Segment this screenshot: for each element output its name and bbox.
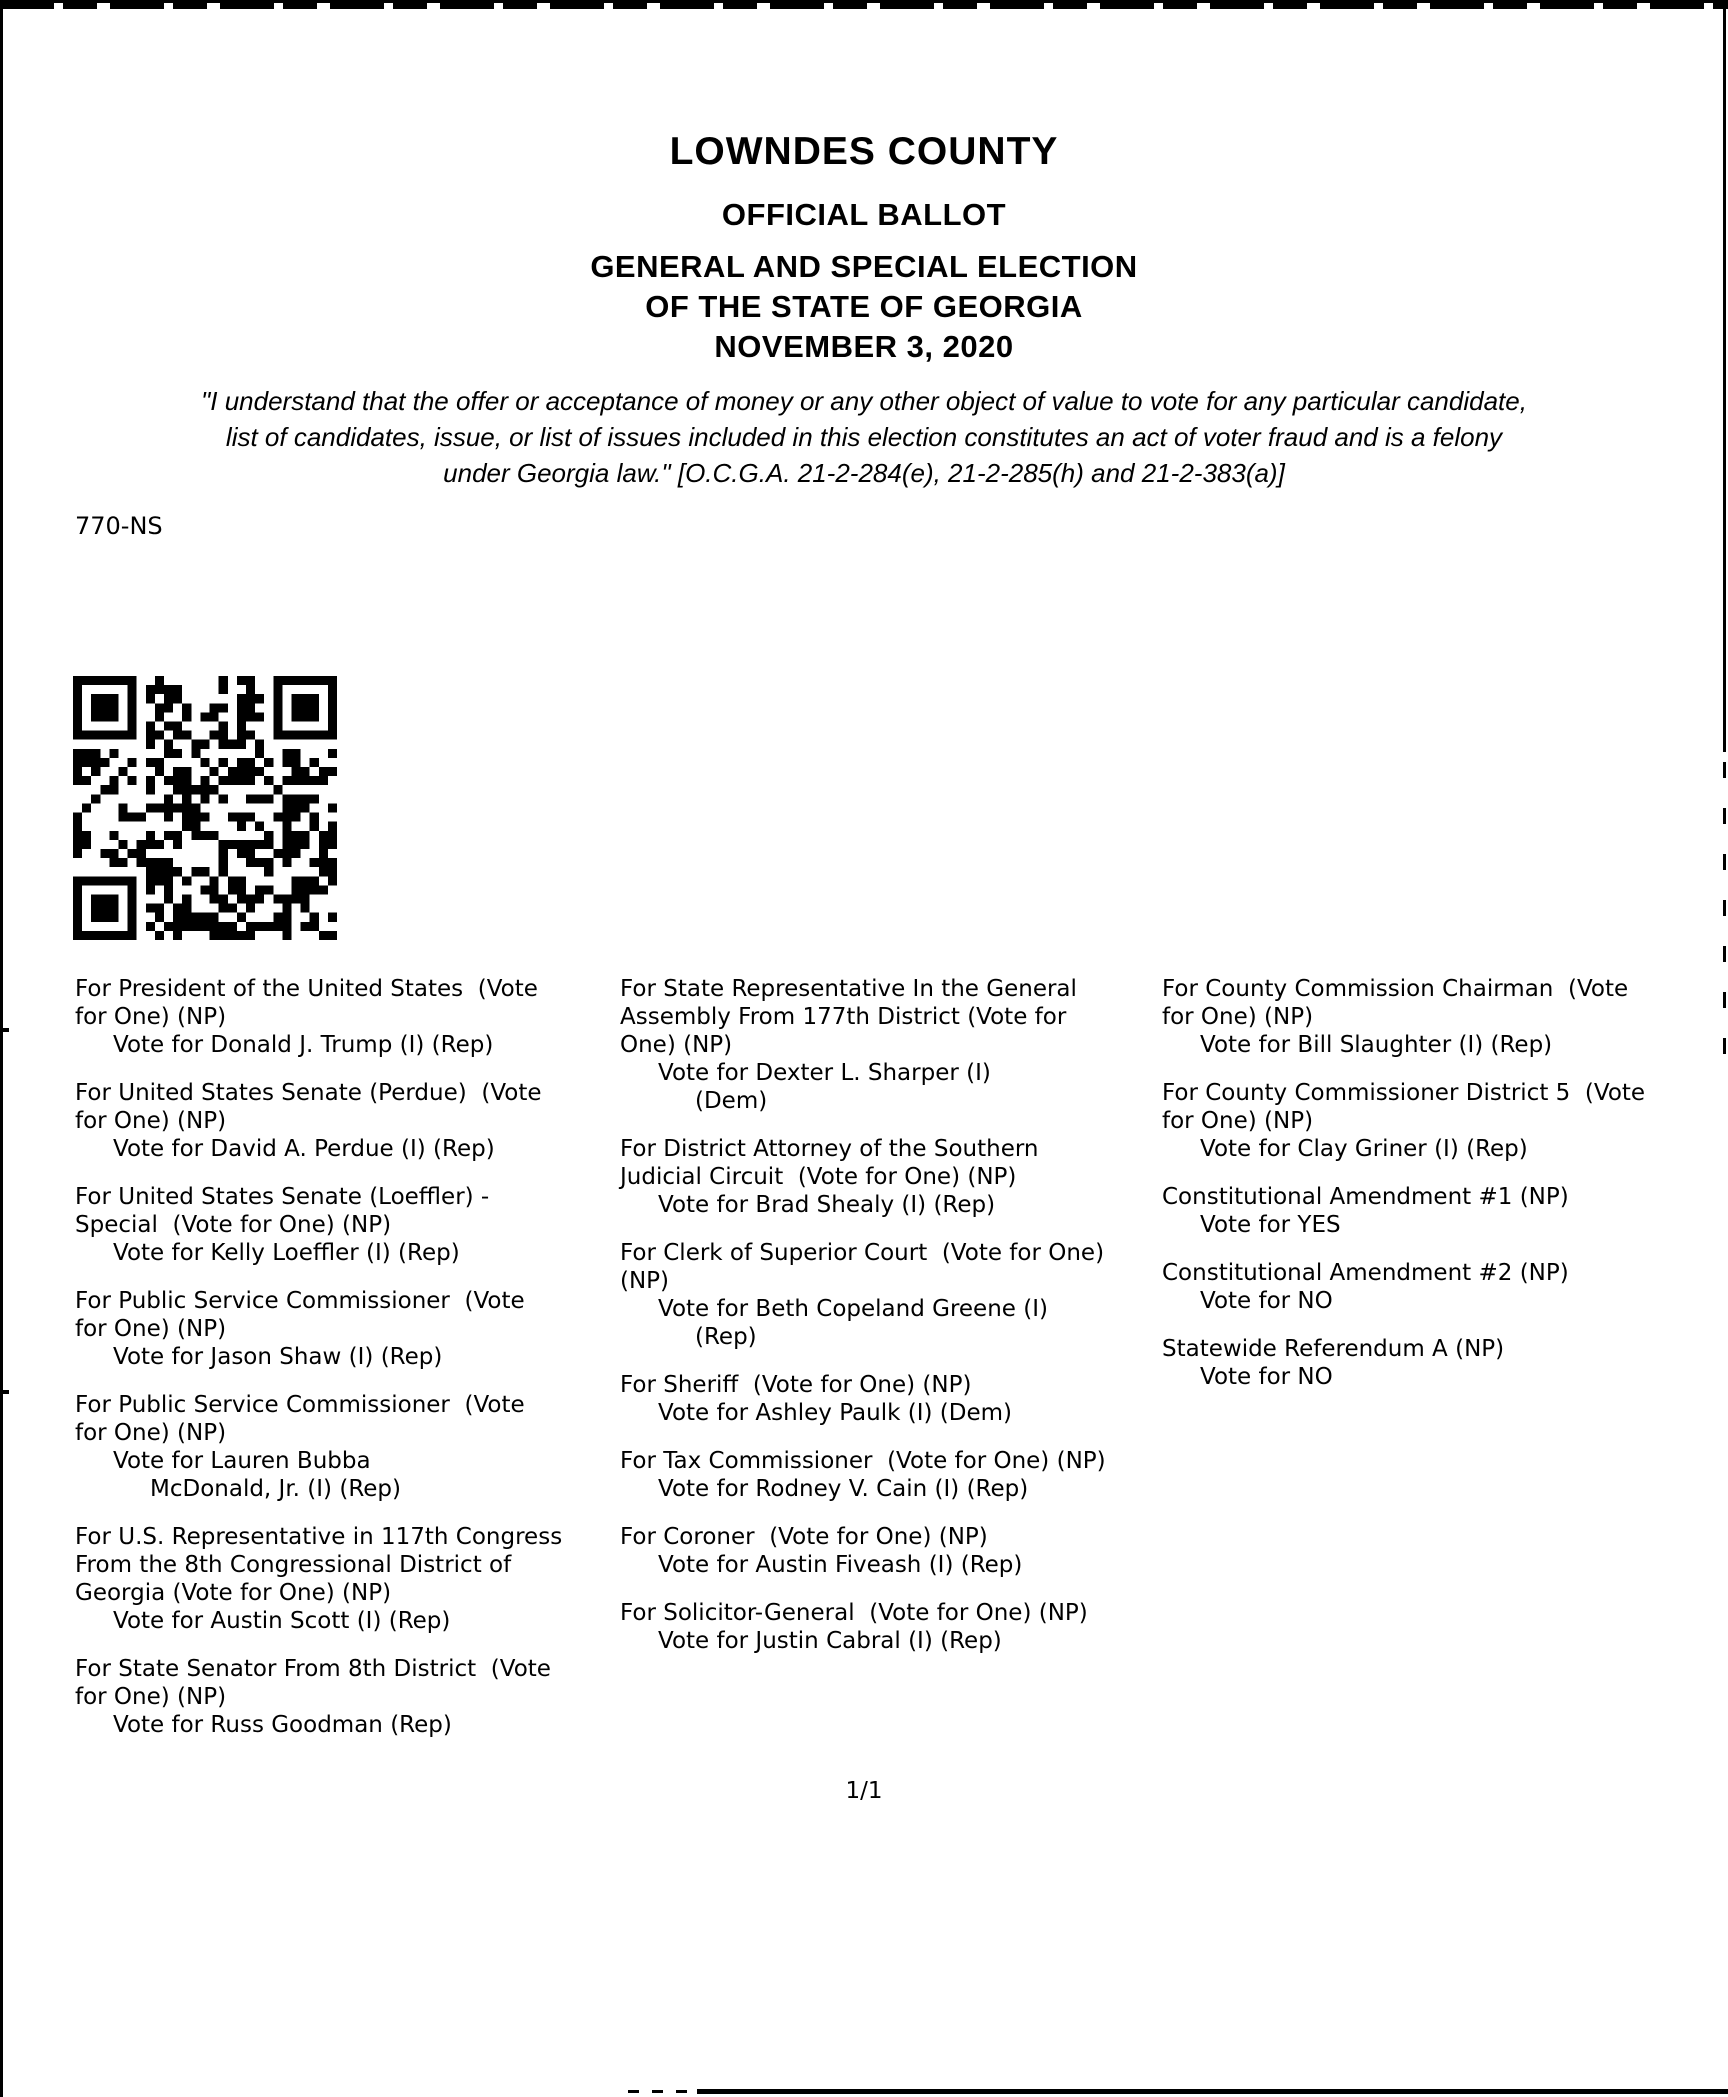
contest-title-line: For Public Service Commissioner (Vote (75, 1288, 525, 1314)
contest (1162, 1183, 1728, 1239)
qr-code (73, 676, 337, 940)
vote-selection-line: Vote for Bill Slaughter (I) (Rep) (1200, 1032, 1553, 1058)
contest (620, 1371, 1165, 1427)
contest-title-line: For United States Senate (Perdue) (Vote (75, 1080, 542, 1106)
contest-title-line: For Public Service Commissioner (Vote (75, 1392, 525, 1418)
vote-selection-line: Vote for Russ Goodman (Rep) (113, 1712, 452, 1738)
contest-title-line: Constitutional Amendment #2 (NP) (1162, 1260, 1569, 1286)
contest-title-line: For County Commission Chairman (Vote (1162, 976, 1629, 1002)
vote-selection-line: Vote for Lauren Bubba (113, 1448, 371, 1474)
contest (75, 1391, 620, 1503)
contest-title-line: Constitutional Amendment #1 (NP) (1162, 1184, 1569, 1210)
vote-selection-line: Vote for Kelly Loeffler (I) (Rep) (113, 1240, 460, 1266)
contest-title-line: Special (Vote for One) (NP) (75, 1212, 392, 1238)
contest-title-line: for One) (NP) (1162, 1004, 1314, 1030)
scan-artifact-top-line (0, 0, 1728, 3)
scan-artifact-bottom-line (697, 2089, 1728, 2094)
scan-artifact-right-border (1723, 0, 1726, 752)
contest-title-line: For Sheriff (Vote for One) (NP) (620, 1372, 972, 1398)
contest-title-line: Judicial Circuit (Vote for One) (NP) (620, 1164, 1017, 1190)
contest-title-line: for One) (NP) (1162, 1108, 1314, 1134)
contest (75, 1523, 620, 1635)
contest-title-line: For U.S. Representative in 117th Congress (75, 1524, 563, 1550)
scan-artifact-left-tick-1 (0, 1028, 9, 1032)
contest (1162, 1079, 1728, 1163)
election-title-line2: OF THE STATE OF GEORGIA (645, 289, 1083, 324)
contest-title-line: For Tax Commissioner (Vote for One) (NP) (620, 1448, 1106, 1474)
contest-title-line: For Coroner (Vote for One) (NP) (620, 1524, 988, 1550)
scan-artifact-bottom-dashes (628, 2090, 697, 2093)
vote-selection-line: Vote for David A. Perdue (I) (Rep) (113, 1136, 495, 1162)
contest-title-line: For State Senator From 8th District (Vote (75, 1656, 551, 1682)
contest-title-line: for One) (NP) (75, 1420, 227, 1446)
ballot-style-code: 770-NS (75, 512, 163, 540)
contest-title-line: Statewide Referendum A (NP) (1162, 1336, 1505, 1362)
contest (620, 975, 1165, 1115)
vote-selection-line: (Dem) (695, 1088, 768, 1114)
contest-title-line: for One) (NP) (75, 1108, 227, 1134)
vote-selection-line: Vote for Dexter L. Sharper (I) (658, 1060, 991, 1086)
fraud-warning-line3: under Georgia law." [O.C.G.A. 21-2-284(e), 21-2-285(h) and 21-2-383(a)] (443, 458, 1285, 488)
vote-selection-line: Vote for Clay Griner (I) (Rep) (1200, 1136, 1528, 1162)
contest-title-line: for One) (NP) (75, 1004, 227, 1030)
vote-selection-line: Vote for Beth Copeland Greene (I) (658, 1296, 1048, 1322)
vote-selection-line: Vote for Donald J. Trump (I) (Rep) (113, 1032, 494, 1058)
vote-selection-line: Vote for Austin Scott (I) (Rep) (113, 1608, 451, 1634)
vote-selection-line: Vote for Brad Shealy (I) (Rep) (658, 1192, 996, 1218)
scan-artifact-left-tick-2 (0, 1390, 9, 1394)
contest (620, 1599, 1165, 1655)
vote-selection-line: (Rep) (695, 1324, 757, 1350)
contest (1162, 1259, 1728, 1315)
county-title: LOWNDES COUNTY (669, 130, 1059, 173)
vote-selection-line: Vote for NO (1200, 1364, 1333, 1390)
contest (75, 1655, 620, 1739)
contest-column-1 (75, 975, 620, 1759)
contest (620, 1523, 1165, 1579)
fraud-warning (0, 383, 1728, 491)
election-title (0, 247, 1728, 367)
contest-title-line: One) (NP) (620, 1032, 733, 1058)
contest (1162, 975, 1728, 1059)
vote-selection-line: Vote for YES (1200, 1212, 1341, 1238)
contest-title-line: Assembly From 177th District (Vote for (620, 1004, 1067, 1030)
vote-selection-line: Vote for NO (1200, 1288, 1333, 1314)
contest (620, 1239, 1165, 1351)
contest-title-line: For Clerk of Superior Court (Vote for One) (620, 1240, 1105, 1266)
vote-selection-line: Vote for Justin Cabral (I) (Rep) (658, 1628, 1002, 1654)
contest (75, 975, 620, 1059)
vote-selection-line: Vote for Jason Shaw (I) (Rep) (113, 1344, 443, 1370)
contest-title-line: For President of the United States (Vote (75, 976, 538, 1002)
vote-selection-line: Vote for Ashley Paulk (I) (Dem) (658, 1400, 1012, 1426)
vote-selection-line: Vote for Austin Fiveash (I) (Rep) (658, 1552, 1023, 1578)
contest (1162, 1335, 1728, 1391)
contest (620, 1135, 1165, 1219)
contest-title-line: For State Representative In the General (620, 976, 1077, 1002)
fraud-warning-line1: "I understand that the offer or acceptance of money or any other object of value to vote for any particular candidate, (201, 386, 1527, 416)
contest-title-line: For United States Senate (Loeffler) - (75, 1184, 490, 1210)
contest-title-line: For Solicitor-General (Vote for One) (NP) (620, 1600, 1088, 1626)
contest (75, 1079, 620, 1163)
contest (620, 1447, 1165, 1503)
contest (75, 1183, 620, 1267)
vote-selection-line: Vote for Rodney V. Cain (I) (Rep) (658, 1476, 1029, 1502)
contest-title-line: (NP) (620, 1268, 670, 1294)
election-date: NOVEMBER 3, 2020 (714, 329, 1014, 364)
contest-title-line: For County Commissioner District 5 (Vote (1162, 1080, 1646, 1106)
contest-title-line: From the 8th Congressional District of (75, 1552, 512, 1578)
contest-title-line: for One) (NP) (75, 1316, 227, 1342)
contest-column-2 (620, 975, 1165, 1675)
contest-column-3 (1162, 975, 1728, 1411)
ballot-title: OFFICIAL BALLOT (721, 197, 1007, 232)
fraud-warning-line2: list of candidates, issue, or list of issues included in this election constitutes an act of voter fraud and is a felony (225, 422, 1503, 452)
page-number: 1/1 (845, 1778, 883, 1804)
vote-selection-line: McDonald, Jr. (I) (Rep) (150, 1476, 401, 1502)
contest-title-line: for One) (NP) (75, 1684, 227, 1710)
election-title-line1: GENERAL AND SPECIAL ELECTION (590, 249, 1138, 284)
contest (75, 1287, 620, 1371)
contest-title-line: For District Attorney of the Southern (620, 1136, 1039, 1162)
contest-title-line: Georgia (Vote for One) (NP) (75, 1580, 392, 1606)
